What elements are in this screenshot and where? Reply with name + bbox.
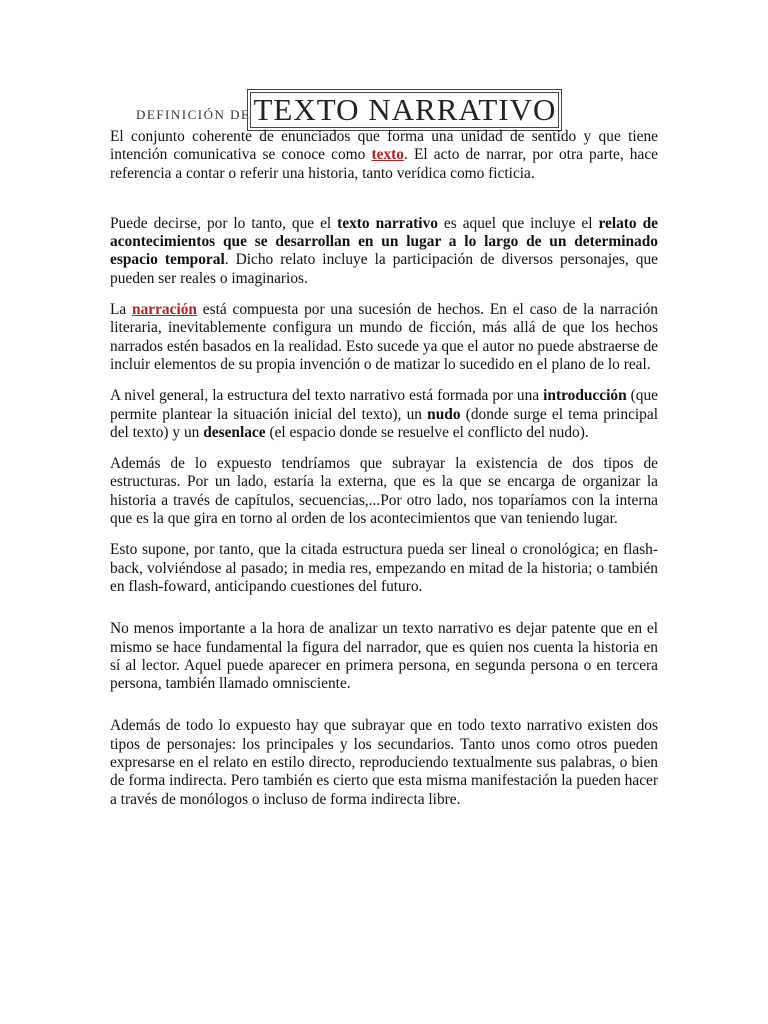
heading-title: TEXTO NARRATIVO xyxy=(250,92,559,128)
paragraph-text: (donde surge el tema principal del texto) y un xyxy=(110,405,658,441)
paragraph-orden: Esto supone, por tanto, que la citada estructura pueda ser lineal o cronológica; en flash-back, volviéndose al pasado; in media res, empezando en mitad de la historia; o también en flash-foward, anticipando cuestiones del futuro. xyxy=(110,541,658,595)
paragraph-text: . El acto de narrar, por otra parte, hace referencia a contar o referir una historia, tanto verídica como ficticia. xyxy=(110,146,658,182)
link-narracion[interactable]: narración xyxy=(132,301,197,319)
paragraph-text: . Dicho relato incluye la participación de diversos personajes, que pueden ser reales o imaginarios. xyxy=(110,251,658,287)
bold-text: texto narrativo xyxy=(337,214,438,232)
paragraph-definition xyxy=(110,128,658,183)
paragraph-text: está compuesta por una sucesión de hechos. En el caso de la narración literaria, inevitablemente configura un mundo de ficción, más allá de que los hechos narrados estén basados en la realidad. Esto sucede ya que el autor no puede abstraerse de incluir elementos de su propia invención o de matizar lo sucedido en el plano de lo real. xyxy=(110,301,658,373)
document-page xyxy=(110,88,658,809)
paragraph-text: El conjunto coherente de enunciados que forma una unidad de sentido y que tiene intención comunicativa se conoce como xyxy=(110,128,658,164)
document-heading xyxy=(136,88,658,128)
link-texto[interactable]: texto xyxy=(371,146,404,164)
paragraph-text: es aquel que incluye el xyxy=(437,214,599,232)
bold-text: desenlace xyxy=(203,423,266,441)
paragraph-text: La xyxy=(110,301,133,319)
bold-text: relato de acontecimientos que se desarrollan en un lugar a lo largo de un determinado espacio temporal xyxy=(110,214,658,269)
paragraph-text: (que permite plantear la situación inicial del texto), un xyxy=(110,387,658,423)
paragraph-text: (el espacio donde se resuelve el conflicto del nudo). xyxy=(265,423,589,441)
paragraph-narracion xyxy=(110,301,658,374)
paragraph-estructura xyxy=(110,387,658,442)
paragraph-texto-narrativo xyxy=(110,215,658,288)
bold-text: introducción xyxy=(543,387,627,405)
paragraph-narrador: No menos importante a la hora de analizar un texto narrativo es dejar patente que en el mismo se hace fundamental la figura del narrador, que es quien nos cuenta la historia en sí al lector. Aquel puede aparecer en primera persona, en segunda persona o en tercera persona, también llamado omnisciente. xyxy=(110,620,658,693)
paragraph-text: Puede decirse, por lo tanto, que el xyxy=(110,214,338,232)
bold-text: nudo xyxy=(427,405,461,423)
heading-prefix: DEFINICIÓN DE xyxy=(136,107,251,122)
paragraph-tipos-estructuras: Además de lo expuesto tendríamos que subrayar la existencia de dos tipos de estructuras. Por un lado, estaría la externa, que es la que se encarga de organizar la historia a través de capítulos, secuencias,...Por otro lado, nos toparíamos con la interna que es la que gira en torno al orden de los acontecimientos que van teniendo lugar. xyxy=(110,455,658,528)
paragraph-text: A nivel general, la estructura del texto narrativo está formada por una xyxy=(110,387,544,405)
paragraph-personajes: Además de todo lo expuesto hay que subrayar que en todo texto narrativo existen dos tipos de personajes: los principales y los secundarios. Tanto unos como otros pueden expresarse en el relato en estilo directo, reproduciendo textualmente sus palabras, o bien de forma indirecta. Pero también es cierto que esta misma manifestación la pueden hacer a través de monólogos o incluso de forma indirecta libre. xyxy=(110,717,658,808)
